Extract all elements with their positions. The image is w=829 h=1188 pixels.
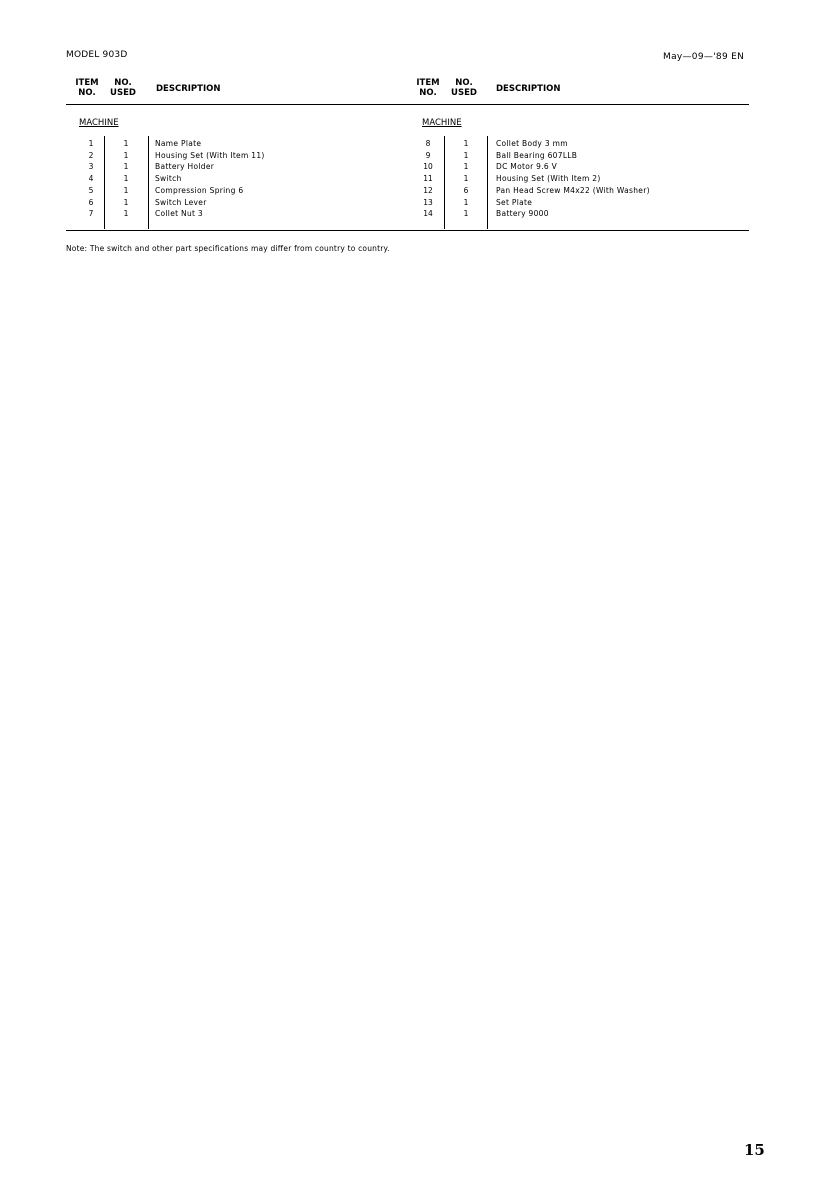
item-number: 12 — [423, 185, 433, 195]
part-description: Collet Body 3 mm — [496, 139, 568, 148]
part-description: Set Plate — [496, 197, 533, 207]
part-description: Switch Lever — [155, 197, 207, 207]
item-number: 13 — [423, 197, 433, 207]
item-number: 6 — [88, 197, 94, 207]
quantity-used: 1 — [463, 209, 469, 219]
description-header-right: DESCRIPTION — [496, 84, 561, 94]
no-used-header: NO. USED — [110, 78, 136, 98]
quantity-used: 6 — [463, 185, 469, 195]
divider-left-1 — [104, 136, 105, 229]
quantity-used: 1 — [463, 150, 469, 160]
quantity-used: 1 — [123, 162, 129, 172]
quantity-used: 1 — [123, 185, 129, 195]
column-headers — [66, 76, 749, 104]
quantity-used: 1 — [463, 162, 469, 172]
item-number: 4 — [88, 174, 94, 184]
part-description: Name Plate — [155, 139, 202, 148]
quantity-used: 1 — [123, 197, 129, 207]
description-header: DESCRIPTION — [156, 84, 221, 94]
item-number: 2 — [88, 150, 94, 160]
quantity-used: 1 — [123, 150, 129, 160]
footer-rule — [66, 230, 749, 231]
section-label-left: MACHINE — [79, 118, 119, 128]
item-no-header-right: ITEM NO. — [416, 78, 440, 98]
quantity-used: 1 — [123, 174, 129, 184]
item-number: 9 — [425, 150, 431, 160]
item-number: 11 — [423, 174, 433, 184]
header-rule — [66, 104, 749, 105]
divider-right-2 — [487, 136, 488, 229]
item-no-header: ITEM NO. — [75, 78, 99, 98]
part-description: Battery Holder — [155, 162, 215, 172]
part-description: Switch — [155, 174, 182, 184]
item-number: 3 — [88, 162, 94, 172]
quantity-used: 1 — [463, 197, 469, 207]
divider-left-2 — [148, 136, 149, 229]
quantity-used: 1 — [123, 139, 129, 148]
no-used-header-right: NO. USED — [451, 78, 477, 98]
part-description: Housing Set (With Item 11) — [155, 150, 265, 160]
part-description: Ball Bearing 607LLB — [496, 150, 578, 160]
section-label-right: MACHINE — [422, 118, 462, 128]
page-number: 15 — [744, 1141, 765, 1159]
quantity-used: 1 — [463, 174, 469, 184]
date-label: May—09—'89 EN — [663, 52, 745, 62]
divider-right-1 — [444, 136, 445, 229]
item-number: 5 — [88, 185, 94, 195]
quantity-used: 1 — [463, 139, 469, 148]
part-description: Collet Nut 3 — [155, 209, 203, 219]
part-description: Housing Set (With Item 2) — [496, 174, 601, 184]
item-number: 1 — [88, 139, 94, 148]
note-text: Note: The switch and other part specifications may differ from country to country. — [66, 244, 390, 253]
item-number: 8 — [425, 139, 431, 148]
part-description: Compression Spring 6 — [155, 185, 244, 195]
item-number: 10 — [423, 162, 433, 172]
model-label: MODEL 903D — [66, 50, 128, 60]
part-description: Pan Head Screw M4x22 (With Washer) — [496, 185, 650, 195]
part-description: Battery 9000 — [496, 209, 549, 219]
quantity-used: 1 — [123, 209, 129, 219]
part-description: DC Motor 9.6 V — [496, 162, 558, 172]
item-number: 14 — [423, 209, 433, 219]
parts-table — [66, 76, 749, 219]
item-number: 7 — [88, 209, 94, 219]
